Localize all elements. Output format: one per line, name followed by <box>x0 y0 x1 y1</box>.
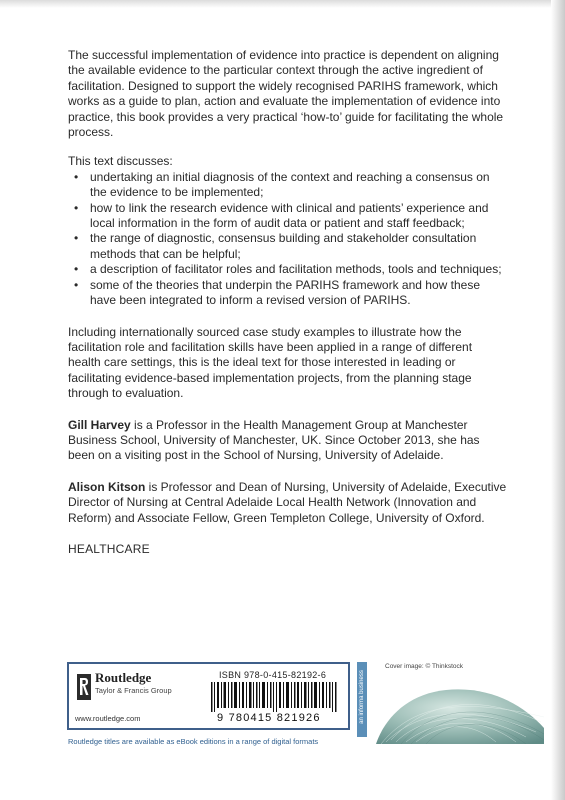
author-bio-text-2: is Professor and Dean of Nursing, University of Adelaide, Executive Director of Nursing at Central Adelaide Local Health Network (Innovation and Reform) and Associate Fellow, Green Templeton College, University of Oxford. <box>68 479 507 525</box>
list-item: • undertaking an initial diagnosis of the context and reaching a consensus on the evidence to be implemented; <box>68 170 508 201</box>
topic-list <box>68 170 508 309</box>
intro-paragraph: The successful implementation of evidence into practice is dependent on aligning the available evidence to the particular context through the active ingredient of facilitation. Designed to support the widely recognised PARIHS framework, which works as a guide to plan, action and evaluate the implementation of evidence into practice, this book provides a very practical ‘how-to’ guide for facilitating the whole process. <box>68 48 504 140</box>
informa-tab <box>357 662 367 737</box>
author-bio-text-1: is a Professor in the Health Management Group at Manchester Business School, University of Manchester, UK. Since October 2013, she has been on a visiting post in the School of Nursing, University of Adelaide. <box>68 417 480 463</box>
list-item: • some of the theories that underpin the PARIHS framework and how these have been integrated to inform a revised version of PARIHS. <box>68 278 508 309</box>
list-item: • how to link the research evidence with clinical and patients’ experience and local information in the form of audit data or patient and staff feedback; <box>68 201 508 232</box>
case-study-paragraph: Including internationally sourced case study examples to illustrate how the facilitation role and facilitation skills have been applied in a range of different health care settings, this is the ideal text for those interested in leading or facilitating evidence-based implementation projects, from the planning stage through to evaluation. <box>68 324 473 401</box>
list-item: • the range of diagnostic, consensus building and stakeholder consultation methods that can be helpful; <box>68 231 508 262</box>
author-bio-2 <box>68 480 508 526</box>
spine-shadow <box>551 0 565 800</box>
publisher-url[interactable]: www.routledge.com <box>75 714 141 723</box>
isbn-label: ISBN 978-0-415-82192-6 <box>219 670 327 680</box>
publisher-name: Routledge <box>95 670 152 685</box>
cover-thumbnail-image <box>376 672 544 744</box>
author-bio-1 <box>68 418 508 464</box>
page-edge-shadow <box>0 0 565 8</box>
list-intro: This text discusses: <box>68 154 173 169</box>
barcode-number: 9 780415 821926 <box>217 712 321 724</box>
informa-tab-label: an informa business <box>359 670 365 724</box>
cover-credit: Cover image: © Thinkstock <box>385 663 464 670</box>
ebook-availability-note: Routledge titles are available as eBook editions in a range of digital formats <box>68 737 319 746</box>
routledge-r-logo-icon <box>77 674 91 700</box>
author-name-2: Alison Kitson <box>68 479 146 494</box>
author-name-1: Gill Harvey <box>68 417 131 432</box>
back-cover-text <box>68 48 508 557</box>
subject-category: HEALTHCARE <box>68 541 150 556</box>
list-item: • a description of facilitator roles and facilitation methods, tools and techniques; <box>68 262 508 277</box>
publisher-box <box>67 662 350 730</box>
publisher-group: Taylor & Francis Group <box>95 686 172 695</box>
barcode-icon <box>209 682 345 712</box>
